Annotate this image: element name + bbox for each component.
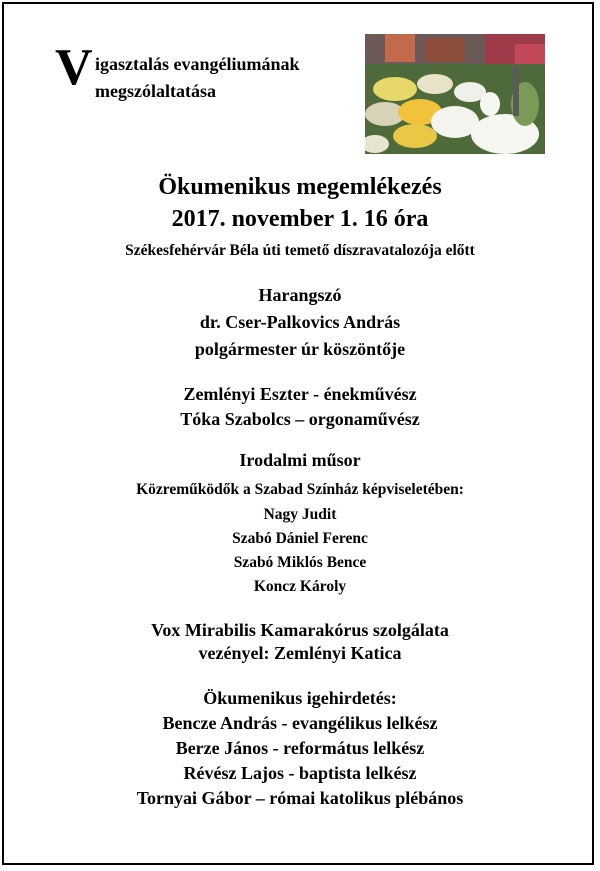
- event-title: Ökumenikus megemlékezés: [158, 174, 442, 200]
- performer: Nagy Judit: [263, 506, 337, 523]
- literary-subtitle: Közreműködők a Szabad Színház képviseletében:: [136, 481, 464, 498]
- flower-photo-icon: [365, 34, 545, 154]
- preacher: Tornyai Gábor – római katolikus plébános: [136, 788, 464, 808]
- conductor: vezényel: Zemlényi Katica: [198, 643, 402, 663]
- bell-ringing: Harangszó: [258, 285, 342, 305]
- performer: Szabó Miklós Bence: [233, 554, 367, 571]
- organist: Tóka Szabolcs – orgonaművész: [180, 409, 420, 429]
- speaker-name: dr. Cser-Palkovics András: [199, 312, 401, 332]
- event-venue: Székesfehérvár Béla úti temető díszravatalozója előtt: [125, 242, 475, 259]
- header-line-1: igasztalás evangéliumának: [95, 54, 300, 74]
- event-date: 2017. november 1. 16 óra: [171, 206, 429, 232]
- performer: Szabó Dániel Ferenc: [232, 530, 368, 547]
- literary-title: Irodalmi műsor: [239, 450, 361, 470]
- preacher: Bencze András - evangélikus lelkész: [162, 713, 438, 733]
- preacher: Berze János - református lelkész: [175, 738, 425, 758]
- sermon-title: Ökumenikus igehirdetés:: [203, 688, 397, 708]
- header-line-2: megszólaltatása: [95, 81, 216, 101]
- dropcap-letter: V: [55, 39, 93, 96]
- speaker-role: polgármester úr köszöntője: [194, 339, 406, 359]
- performer: Koncz Károly: [253, 578, 347, 595]
- flower-photo: [365, 34, 545, 154]
- singer: Zemlényi Eszter - énekművész: [183, 384, 417, 404]
- preacher: Révész Lajos - baptista lelkész: [183, 763, 417, 783]
- choir: Vox Mirabilis Kamarakórus szolgálata: [151, 620, 449, 640]
